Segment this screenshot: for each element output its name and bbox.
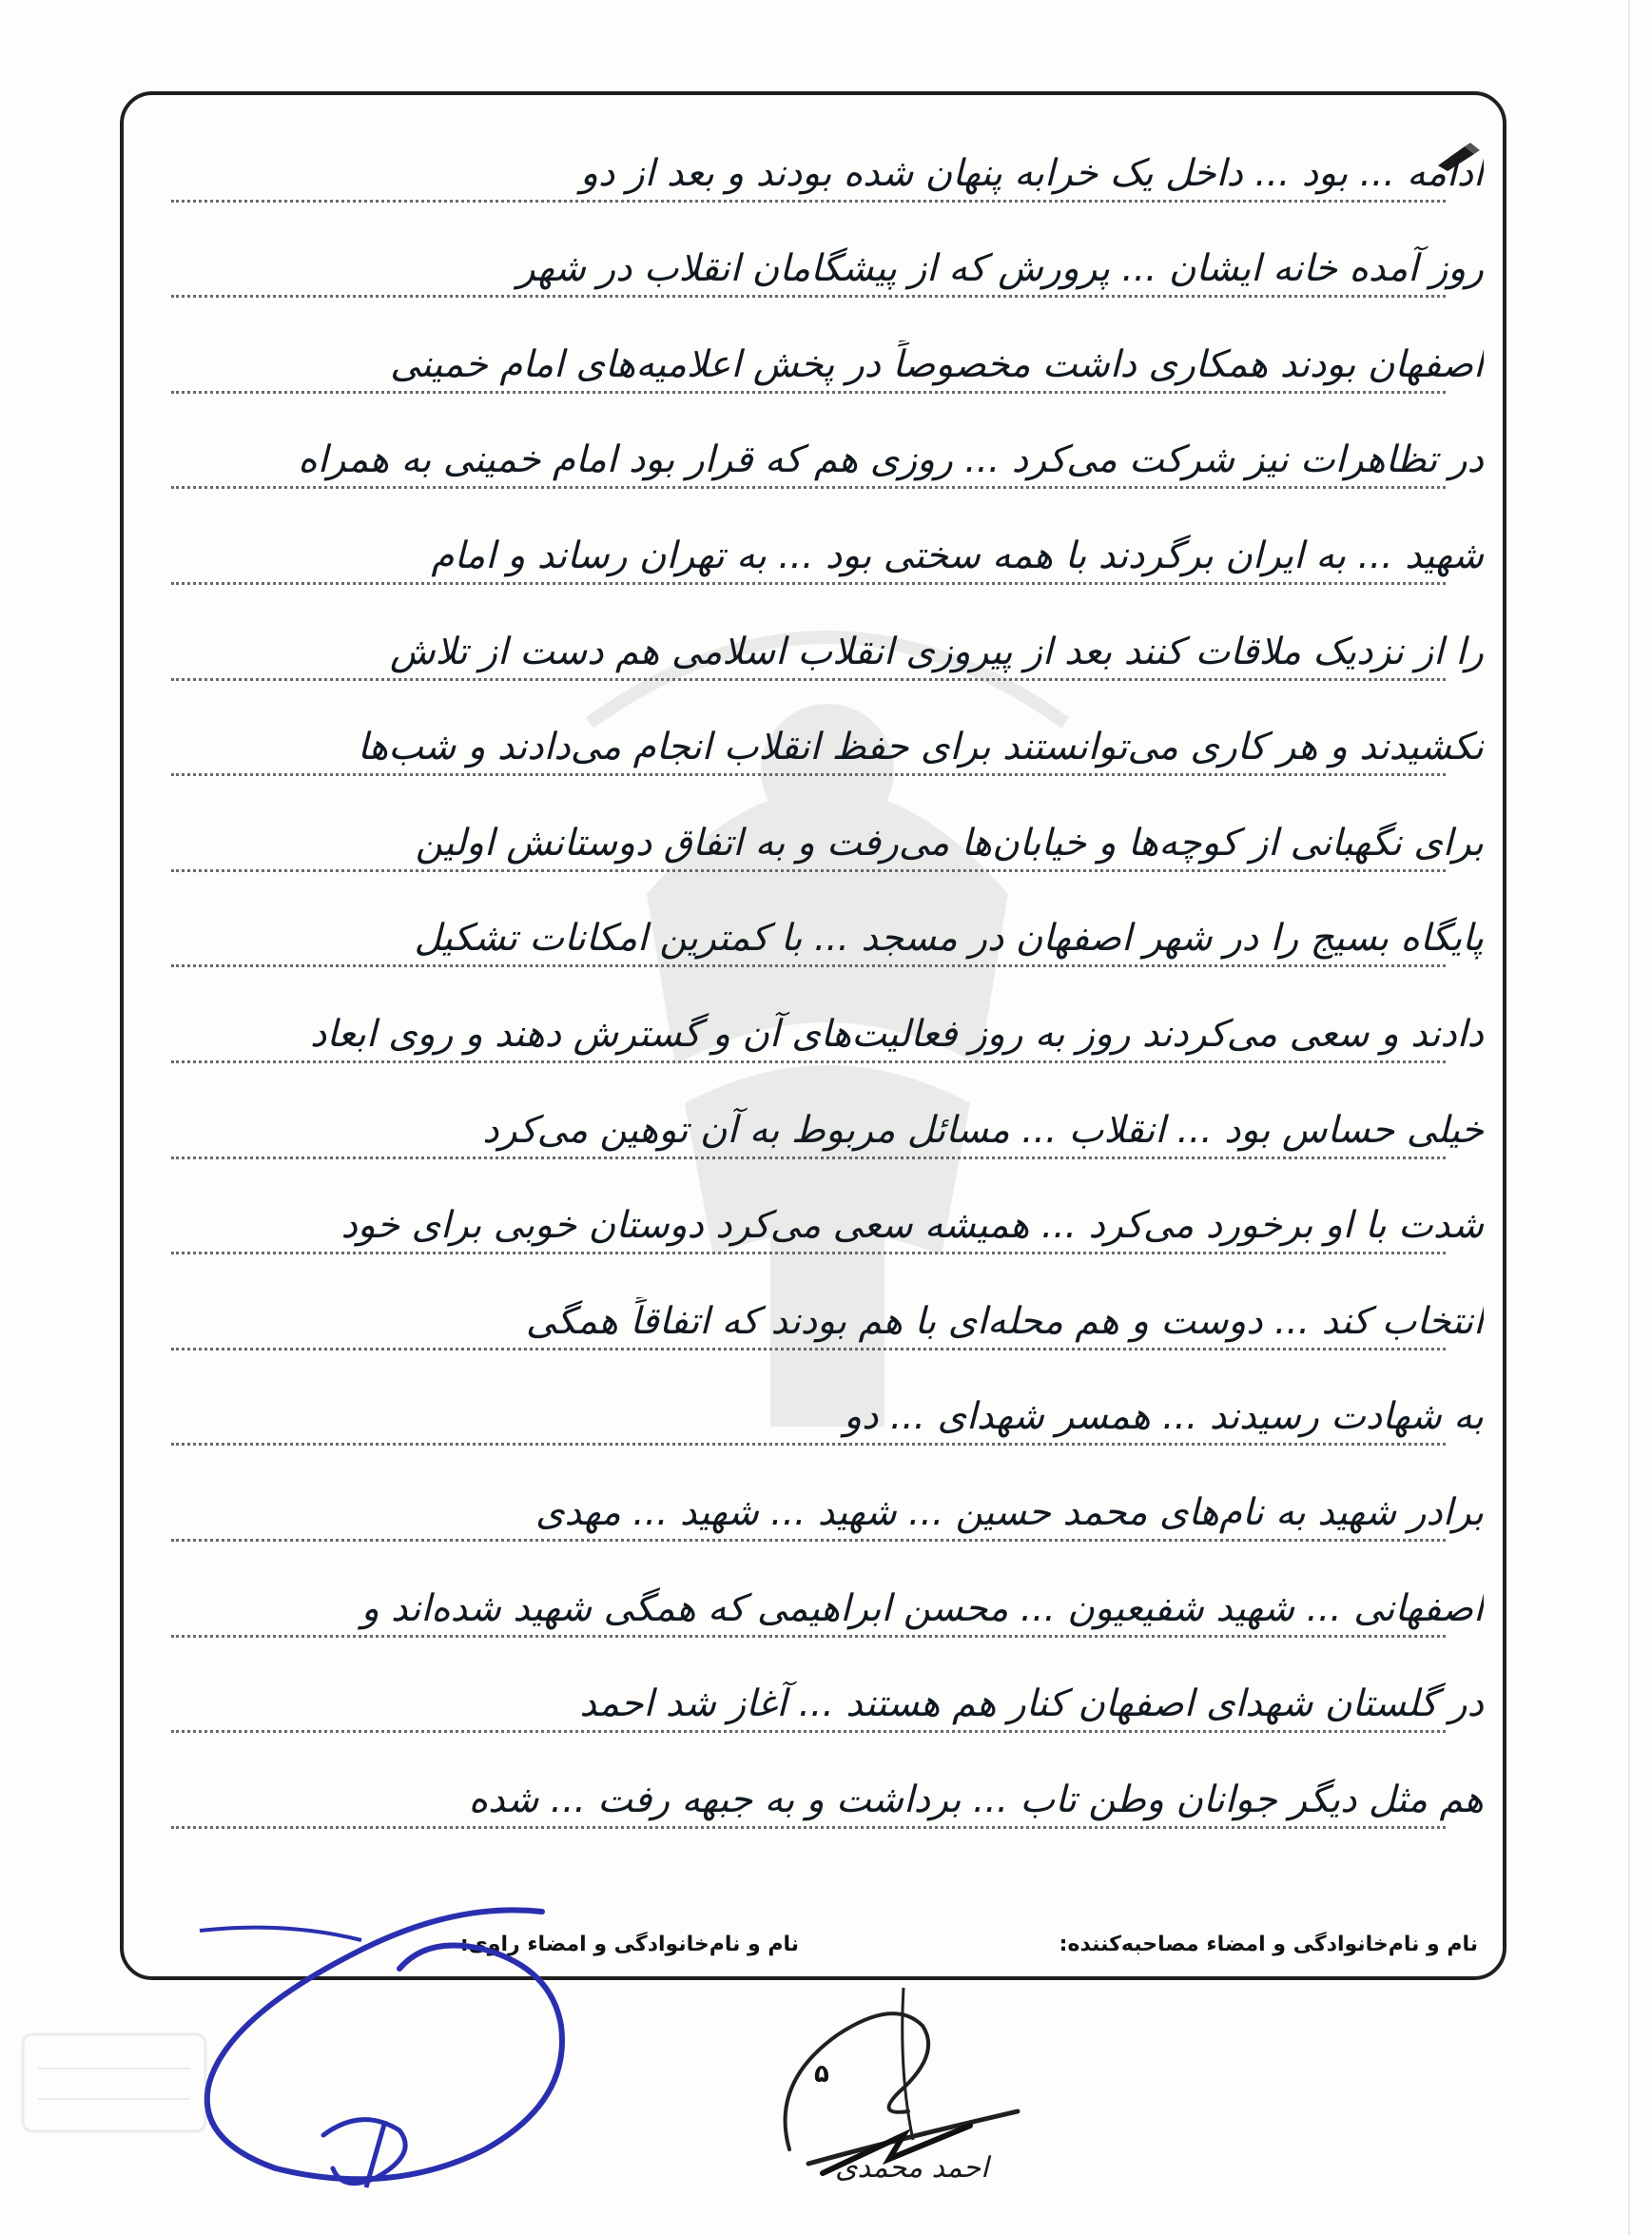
body-line: انتخاب کند ... دوست و هم محله‌ای با هم بودند که اتفاقاً همگی bbox=[143, 1270, 1484, 1366]
handwritten-body bbox=[143, 122, 1484, 1844]
body-line: در گلستان شهدای اصفهان کنار هم هستند ... آغاز شد احمد bbox=[143, 1653, 1484, 1749]
interviewer-label: نام و نام‌خانوادگی و امضاء مصاحبه‌کننده: bbox=[1059, 1933, 1478, 1956]
body-line: هم مثل دیگر جوانان وطن تاب ... برداشت و به جبهه رفت ... شده bbox=[143, 1748, 1484, 1844]
body-line: اصفهانی ... شهید شفیعیون ... محسن ابراهیمی که همگی شهید شده‌اند و bbox=[143, 1557, 1484, 1653]
body-line: شدت با او برخورد می‌کرد ... همیشه سعی می‌کرد دوستان خوبی برای خود bbox=[143, 1175, 1484, 1271]
page-number: ۵ bbox=[814, 2060, 829, 2089]
narrator-signature bbox=[171, 1893, 590, 2216]
interviewer-signature bbox=[732, 1969, 1046, 2178]
faint-stamp bbox=[19, 2031, 209, 2135]
body-line: به شهادت رسیدند ... همسر شهدای ... دو bbox=[143, 1366, 1484, 1462]
body-line: برای نگهبانی از کوچه‌ها و خیابان‌ها می‌رفت و به اتفاق دوستانش اولین bbox=[143, 791, 1484, 887]
body-line: شهید ... به ایران برگردند با همه سختی بود ... به تهران رساند و امام bbox=[143, 504, 1484, 600]
body-line: نکشیدند و هر کاری می‌توانستند برای حفظ انقلاب انجام می‌دادند و شب‌ها bbox=[143, 696, 1484, 792]
narrator-label: نام و نام‌خانوادگی و امضاء راوی: bbox=[459, 1933, 799, 1956]
body-line: دادند و سعی می‌کردند روز به روز فعالیت‌های آن و گسترش دهند و روی ابعاد bbox=[143, 982, 1484, 1079]
body-line: برادر شهید به نام‌های محمد حسین ... شهید ... شهید ... مهدی bbox=[143, 1461, 1484, 1557]
body-line: خیلی حساس بود ... انقلاب ... مسائل مربوط به آن توهین می‌کرد bbox=[143, 1079, 1484, 1175]
body-line: پایگاه بسیج را در شهر اصفهان در مسجد ... با کمترین امکانات تشکیل bbox=[143, 887, 1484, 983]
body-line: را از نزدیک ملاقات کنند بعد از پیروزی انقلاب اسلامی هم دست از تلاش bbox=[143, 600, 1484, 696]
body-line: اصفهان بودند همکاری داشت مخصوصاً در پخش اعلامیه‌های امام خمینی bbox=[143, 313, 1484, 409]
body-line: ادامه ... بود ... داخل یک خرابه پنهان شده بودند و بعد از دو bbox=[143, 122, 1484, 218]
body-line: در تظاهرات نیز شرکت می‌کرد ... روزی هم که قرار بود امام خمینی به همراه bbox=[143, 409, 1484, 505]
interviewer-handwritten-name: احمد محمدی bbox=[835, 2151, 989, 2185]
body-line: روز آمده خانه ایشان ... پرورش که از پیشگامان انقلاب در شهر bbox=[143, 218, 1484, 314]
page-edge-line bbox=[1628, 0, 1630, 2235]
